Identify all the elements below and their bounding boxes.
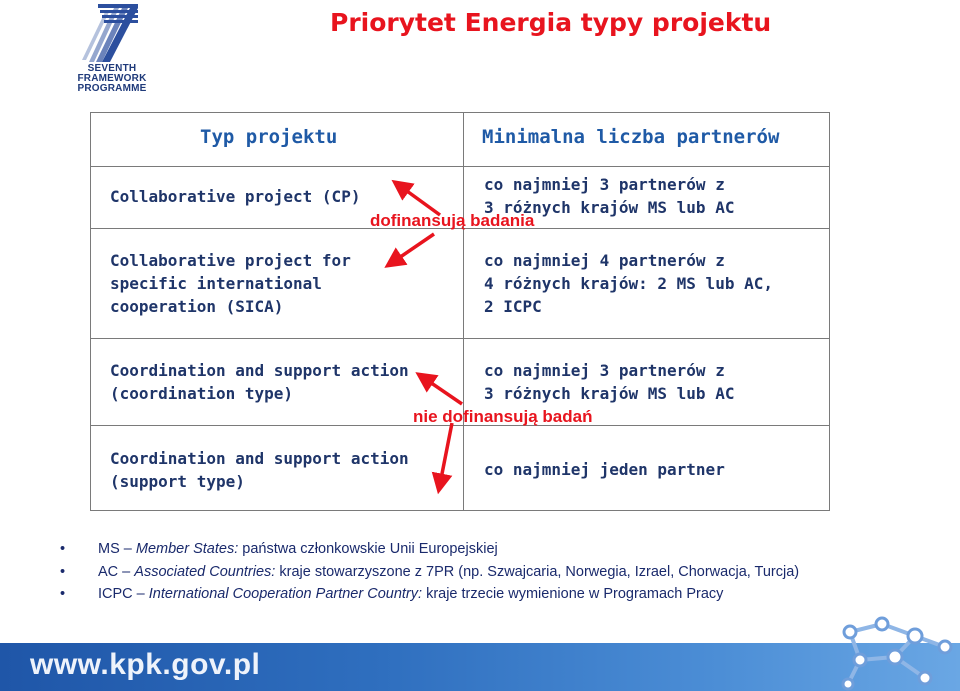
footer-url[interactable]: www.kpk.gov.pl bbox=[30, 648, 261, 681]
row-sica-partners: co najmniej 4 partnerów z 4 różnych krajów: 2 MS lub AC, 2 ICPC bbox=[484, 251, 773, 316]
row-cp-partners: co najmniej 3 partnerów z 3 różnych krajów MS lub AC bbox=[484, 175, 735, 217]
table-divider bbox=[90, 338, 830, 339]
annotation-funded: dofinansują badania bbox=[370, 211, 535, 230]
table-divider bbox=[90, 166, 830, 167]
bullet-icon: • bbox=[60, 563, 66, 580]
annotation-not-funded: nie dofinansują badań bbox=[413, 407, 593, 426]
table-divider bbox=[463, 112, 464, 511]
header-min-partners: Minimalna liczba partnerów bbox=[482, 126, 780, 148]
list-item: • ICPC – International Cooperation Partner Country: kraje trzecie wymienione w Programach Pracy bbox=[60, 583, 940, 606]
row-csa-support-type: Coordination and support action (support type) bbox=[110, 449, 409, 491]
row-csa-support-partners: co najmniej jeden partner bbox=[484, 460, 725, 479]
header-project-type: Typ projektu bbox=[200, 126, 338, 148]
list-item: • AC – Associated Countries: kraje stowarzyszone z 7PR (np. Szwajcaria, Norwegia, Izrael, Chorwacja, Turcja) bbox=[60, 561, 940, 584]
row-cp-type: Collaborative project (CP) bbox=[110, 187, 361, 206]
molecule-network-icon bbox=[820, 612, 960, 691]
bullet-icon: • bbox=[60, 586, 66, 602]
row-csa-coordination-type: Coordination and support action (coordination type) bbox=[110, 361, 409, 403]
page-title: Priorytet Energia typy projektu bbox=[330, 8, 772, 37]
abbreviation-list bbox=[60, 538, 940, 606]
fp7-logo-text: SEVENTH FRAMEWORK PROGRAMME bbox=[77, 63, 147, 94]
list-item: • MS – Member States: państwa członkowskie Unii Europejskiej bbox=[60, 538, 940, 561]
row-csa-coordination-partners: co najmniej 3 partnerów z 3 różnych krajów MS lub AC bbox=[484, 361, 735, 403]
row-sica-type: Collaborative project for specific international cooperation (SICA) bbox=[110, 251, 351, 316]
bullet-icon: • bbox=[60, 541, 66, 557]
